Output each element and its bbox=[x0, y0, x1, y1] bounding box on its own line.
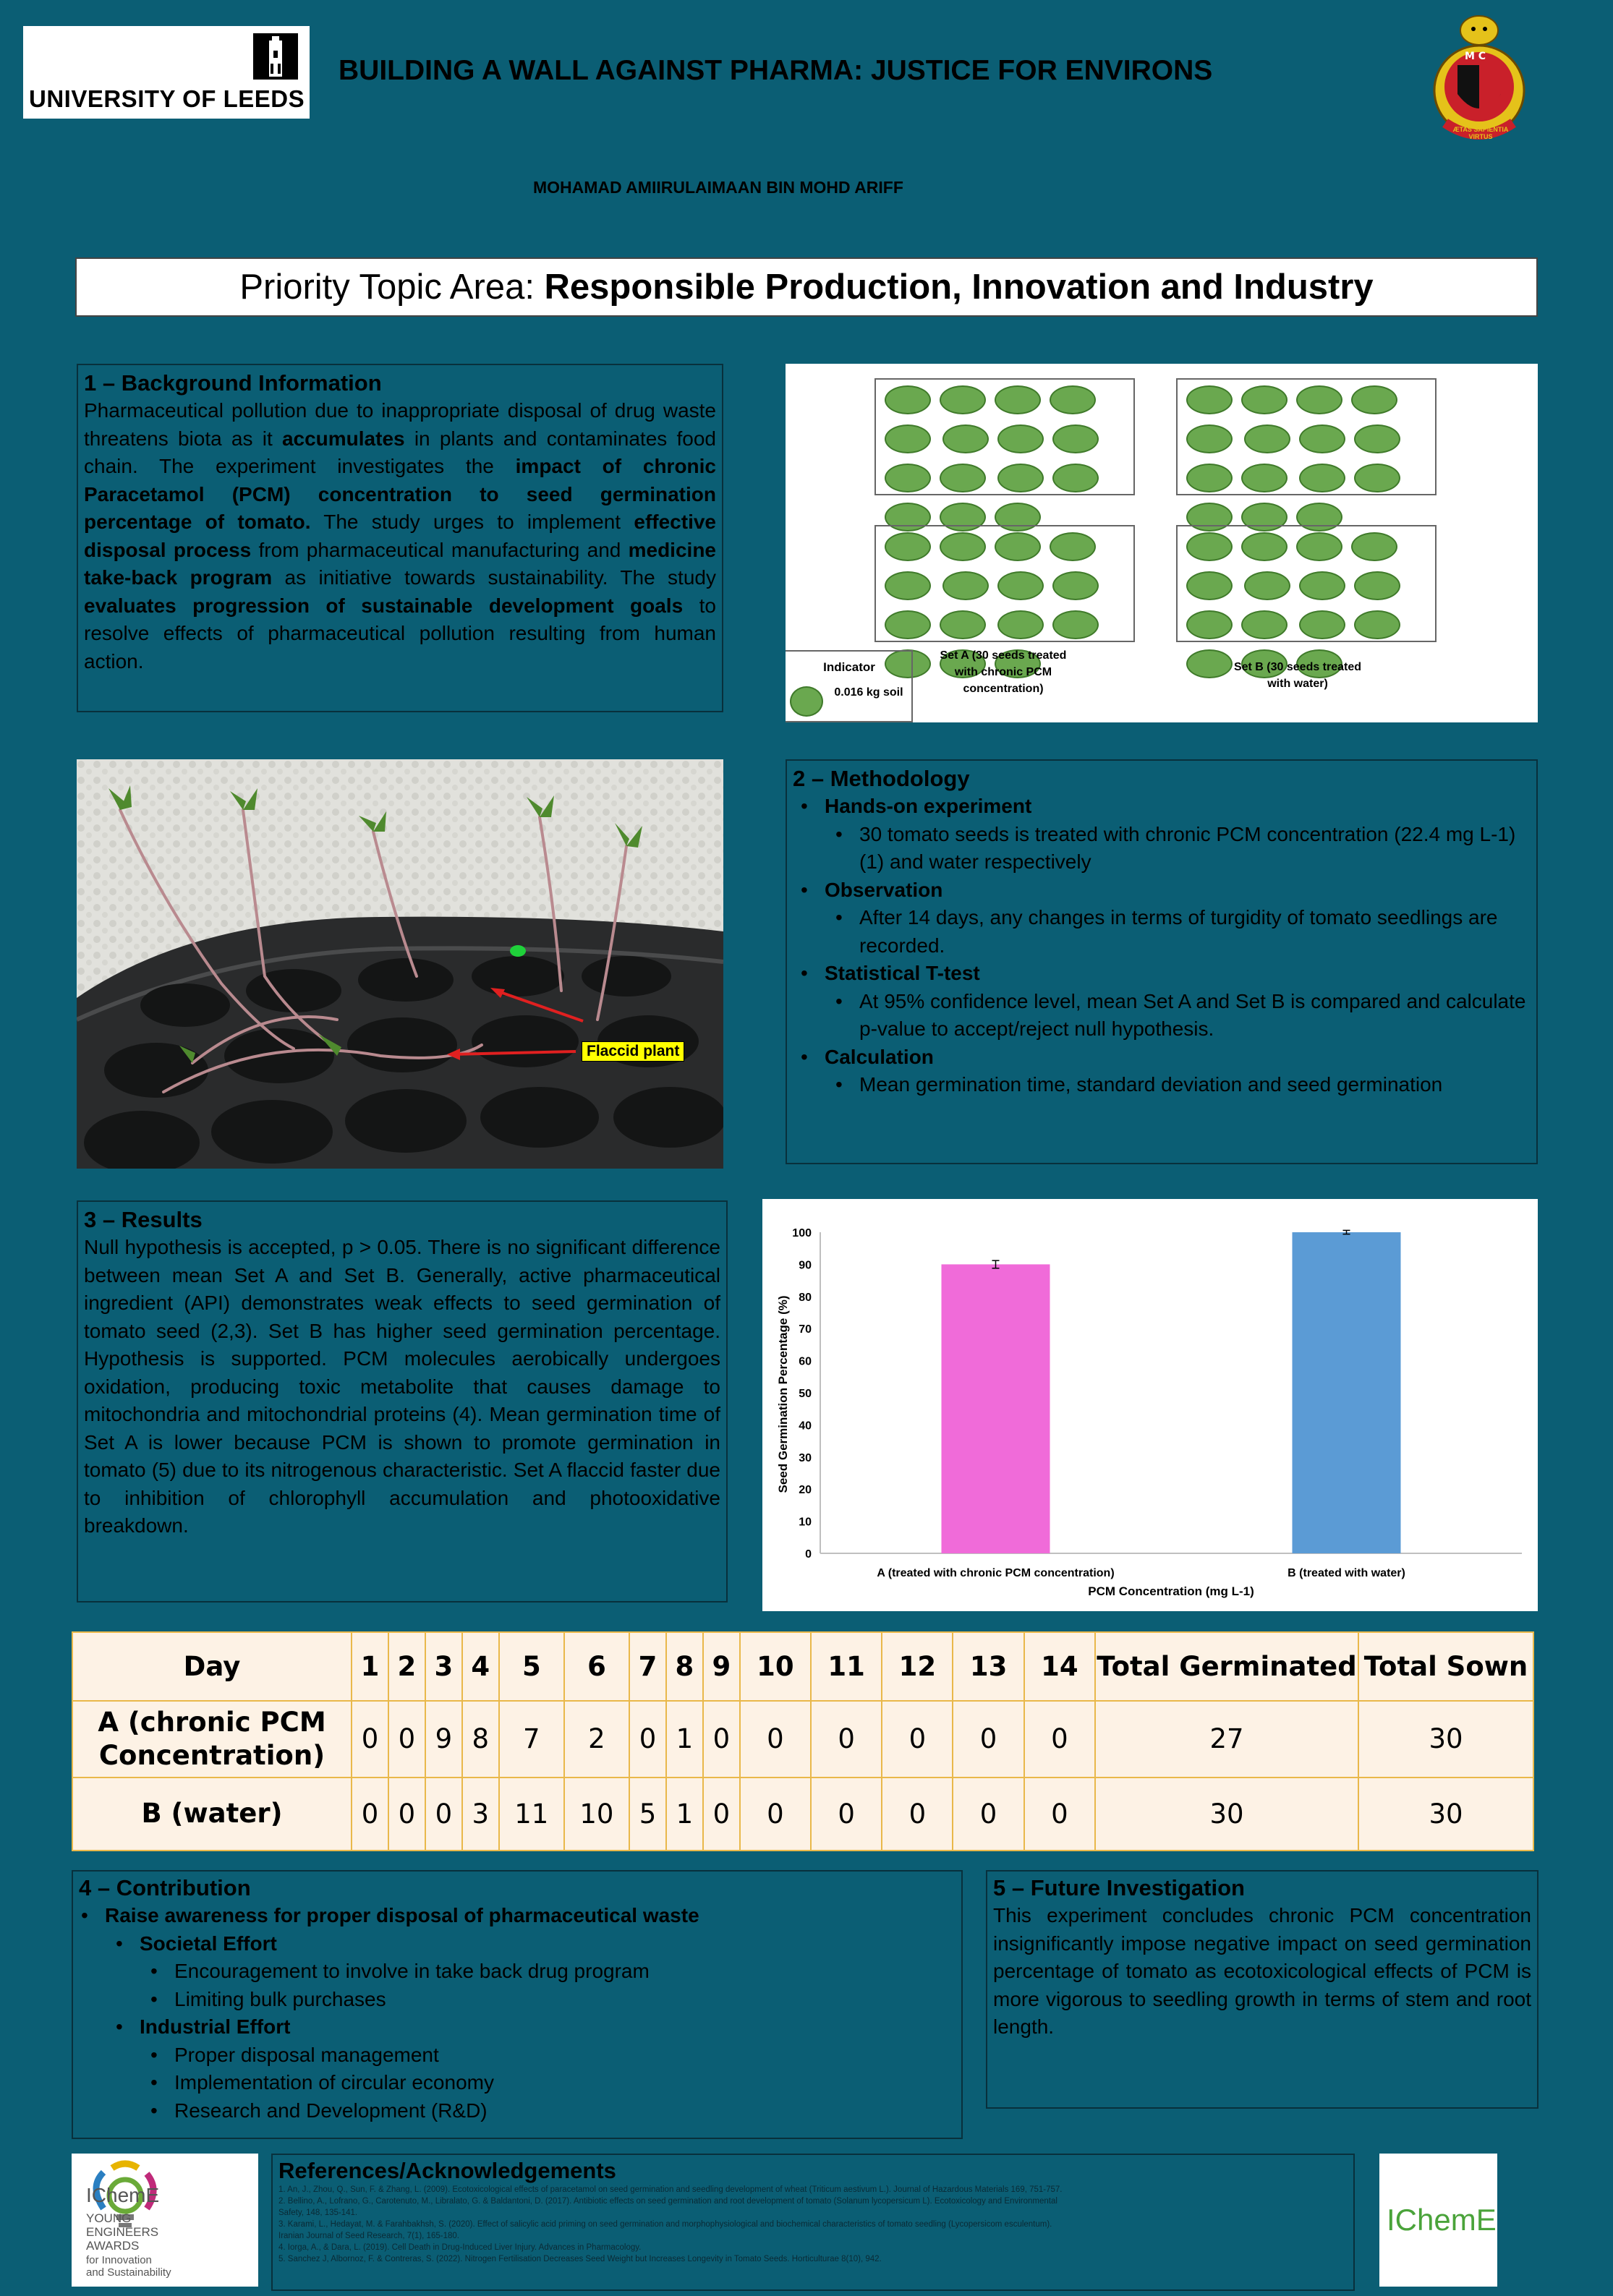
author-name: MOHAMAD AMIIRULAIMAAN BIN MOHD ARIFF bbox=[533, 178, 903, 197]
chart-svg bbox=[762, 1199, 1538, 1611]
table-cell: 0 bbox=[1024, 1701, 1095, 1778]
reference-item: 4. Iorga, A., & Dara, L. (2019). Cell Death in Drug-Induced Liver Injury. Advances in Pharmacology. bbox=[278, 2243, 642, 2252]
table-cell: 30 bbox=[1358, 1701, 1533, 1778]
row-label: A (chronic PCM Concentration) bbox=[72, 1701, 352, 1778]
icheme-logo-text: IChemE bbox=[1387, 2203, 1497, 2237]
bar bbox=[1293, 1232, 1401, 1553]
y-tick-label: 60 bbox=[799, 1355, 812, 1368]
method-detail: • At 95% confidence level, mean Set A and Set B is compared and calculate p-value to accept/reject null hypothesis. bbox=[859, 988, 1531, 1044]
indicator-title: Indicator bbox=[823, 660, 875, 674]
crest-motto: ÆTAS SAPIENTIA VIRTUS bbox=[1452, 126, 1509, 140]
table-cell: 0 bbox=[703, 1778, 740, 1851]
college-crest bbox=[1432, 14, 1526, 145]
flaccid-callout: Flaccid plant bbox=[582, 1041, 684, 1062]
future-heading: 5 – Future Investigation bbox=[993, 1875, 1245, 1900]
table-header-cell: 2 bbox=[388, 1632, 425, 1701]
background-panel bbox=[77, 364, 723, 712]
contribution-group: • Industrial Effort • Proper disposal management • Implementation of circular economy • Research and Development (R&D) bbox=[140, 2013, 956, 2125]
reference-item: Iranian Journal of Seed Research, 7(1), 165-180. bbox=[278, 2232, 459, 2240]
future-text: This experiment concludes chronic PCM concentration insignificantly impose negative impact on seed germination percentage of tomato as ecotoxicological effects of PCM is more vigorous to seedling growth in terms of stem and root length. bbox=[993, 1904, 1531, 2038]
table-header-cell: 13 bbox=[953, 1632, 1023, 1701]
table-header-cell: 4 bbox=[462, 1632, 499, 1701]
method-item: • Calculation • Mean germination time, standard deviation and seed germination bbox=[825, 1044, 1531, 1099]
y-tick-label: 30 bbox=[799, 1451, 812, 1464]
table-header-cell: 3 bbox=[425, 1632, 462, 1701]
reference-item: 5. Sanchez J, Albornoz, F. & Contreras, S. (2022). Nitrogen Fertilisation Decreases Seed Weight but Increases Longevity in Tomato Seeds. Horticulturae 8(10), 942. bbox=[278, 2255, 882, 2263]
contribution-list bbox=[105, 1902, 956, 2125]
table-cell: 11 bbox=[499, 1778, 564, 1851]
table-cell: 27 bbox=[1095, 1701, 1358, 1778]
method-item: • Statistical T-test • At 95% confidence level, mean Set A and Set B is compared and calculate p-value to accept/reject null hypothesis. bbox=[825, 960, 1531, 1044]
table-cell: 30 bbox=[1095, 1778, 1358, 1851]
table-cell: 3 bbox=[462, 1778, 499, 1851]
background-text bbox=[84, 397, 716, 675]
icheme-logo bbox=[1379, 2154, 1497, 2287]
contribution-heading: 4 – Contribution bbox=[79, 1875, 251, 1900]
background-text-run: as initiative towards sustainability. The study bbox=[272, 566, 716, 589]
background-text-run: accumulates bbox=[281, 427, 405, 450]
contribution-panel bbox=[72, 1870, 963, 2139]
references-heading: References/Acknowledgements bbox=[278, 2158, 616, 2183]
contribution-item: • Encouragement to involve in take back drug program bbox=[174, 1958, 956, 1986]
table-cell: 1 bbox=[666, 1778, 703, 1851]
x-tick-label: B (treated with water) bbox=[1288, 1567, 1405, 1579]
y-tick-label: 80 bbox=[799, 1291, 812, 1304]
method-item: • Observation • After 14 days, any changes in terms of turgidity of tomato seedlings are recorded. bbox=[825, 876, 1531, 960]
table-cell: 0 bbox=[703, 1701, 740, 1778]
table-header-cell: 14 bbox=[1024, 1632, 1095, 1701]
results-heading: 3 – Results bbox=[84, 1207, 203, 1232]
tower-icon bbox=[253, 33, 298, 80]
table-cell: 0 bbox=[388, 1701, 425, 1778]
x-tick-label: A (treated with chronic PCM concentration) bbox=[877, 1567, 1115, 1579]
set-b-label: Set B (30 seeds treated with water) bbox=[1233, 661, 1362, 690]
contribution-item: • Research and Development (R&D) bbox=[174, 2097, 956, 2125]
table-cell: 0 bbox=[811, 1701, 882, 1778]
bar bbox=[942, 1264, 1050, 1553]
table-cell: 0 bbox=[953, 1778, 1023, 1851]
results-text: Null hypothesis is accepted, p > 0.05. There is no significant difference between mean Set A and Set B. Generally, active pharmaceutical ingredient (API) demonstrates weak effects to seed germination of tomato seed (2,3). Set B has higher seed germination percentage. Hypothesis is supported. PCM molecules aerobically undergoes oxidation, producing toxic metabolite that causes damage to mitochondria and mitochondrial proteins (4). Mean germination time of Set A is lower because PCM is shown to promote germination in tomato (5) due to its nitrogenous characteristic. Set A flaccid faster due to inhibition of chlorophyll accumulation and photooxidative breakdown. bbox=[84, 1236, 720, 1537]
y-tick-label: 40 bbox=[799, 1420, 812, 1433]
indicator-value: 0.016 kg soil bbox=[834, 686, 903, 699]
germination-table bbox=[72, 1631, 1534, 1851]
method-detail: • 30 tomato seeds is treated with chronic PCM concentration (22.4 mg L-1) (1) and water respectively bbox=[859, 821, 1531, 876]
table-cell: 8 bbox=[462, 1701, 499, 1778]
table-cell: 5 bbox=[629, 1778, 666, 1851]
tray-b-bottom bbox=[1176, 525, 1437, 642]
table-header-cell: Total Sown bbox=[1358, 1632, 1533, 1701]
table-cell: 10 bbox=[564, 1778, 629, 1851]
tray-a-top bbox=[874, 378, 1135, 495]
table-cell: 0 bbox=[882, 1778, 953, 1851]
table-cell: 0 bbox=[1024, 1778, 1095, 1851]
table-cell: 0 bbox=[882, 1701, 953, 1778]
table-cell: 0 bbox=[352, 1778, 388, 1851]
tray-a-bottom bbox=[874, 525, 1135, 642]
reference-item: Safety, 148, 135-141. bbox=[278, 2208, 358, 2217]
set-a-label: Set A (30 seeds treated with chronic PCM concentration) bbox=[940, 649, 1067, 695]
table-header-cell: Total Germinated bbox=[1095, 1632, 1358, 1701]
references-panel bbox=[271, 2154, 1355, 2291]
topic-prefix: Priority Topic Area: bbox=[239, 268, 545, 307]
method-detail: • Mean germination time, standard deviation and seed germination bbox=[859, 1071, 1531, 1099]
awards-line: and Sustainability bbox=[86, 2266, 171, 2279]
crest-letters: M C bbox=[1465, 51, 1486, 62]
topic-bar bbox=[75, 257, 1538, 317]
table-header-cell: 5 bbox=[499, 1632, 564, 1701]
results-panel bbox=[77, 1200, 728, 1602]
awards-line: YOUNG bbox=[86, 2211, 132, 2225]
background-text-run: in plants and contaminates food chain. The experiment investigates the bbox=[84, 427, 716, 477]
y-axis-label: Seed Germination Percentage (%) bbox=[776, 1295, 790, 1493]
awards-line: ENGINEERS bbox=[86, 2225, 159, 2239]
background-text-run: Pharmaceutical pollution due to inappropriate disposal of drug waste threatens biota as it bbox=[84, 399, 716, 450]
reference-item: 1. An, J., Zhou, Q., Sun, F. & Zhang, L. (2009). Ecotoxicological effects of paracetamol on seed germination and seedling development of wheat (Triticum aestivum L.). Journal of Hazardous Materials 169, 751-757. bbox=[278, 2185, 1063, 2194]
y-tick-label: 50 bbox=[799, 1388, 812, 1400]
table-header-cell: 10 bbox=[740, 1632, 811, 1701]
contribution-item: • Proper disposal management bbox=[174, 2041, 956, 2070]
seedling-photo bbox=[77, 759, 723, 1169]
reference-item: 2. Bellino, A., Lofrano, G., Carotenuto, M., Libralato, G. & Baldantoni, D. (2017). Antibiotic effects on seed germination and root development of tomato (Solanum lycopersicum L). Ecotoxicology and Environmental bbox=[278, 2197, 1057, 2206]
setup-diagram bbox=[786, 364, 1538, 722]
table-cell: 2 bbox=[564, 1701, 629, 1778]
methodology-list bbox=[825, 793, 1531, 1099]
awards-brand: IChemE bbox=[86, 2184, 160, 2206]
table-cell: 1 bbox=[666, 1701, 703, 1778]
y-tick-label: 20 bbox=[799, 1484, 812, 1497]
table-cell: 0 bbox=[740, 1701, 811, 1778]
table-cell: 0 bbox=[352, 1701, 388, 1778]
tray-b-top bbox=[1176, 378, 1437, 495]
awards-logo bbox=[72, 2154, 258, 2287]
indicator-box bbox=[786, 650, 913, 722]
reference-item: 3. Karami, L., Hedayat, M. & Farahbakhsh, S. (2020). Effect of salicylic acid priming on seed germination and morphophysiological and biochemical characteristics of tomato seedling (Lycopersicom esculentum). bbox=[278, 2220, 1052, 2229]
y-tick-label: 70 bbox=[799, 1323, 812, 1336]
university-logo bbox=[23, 26, 310, 119]
table-cell: 7 bbox=[499, 1701, 564, 1778]
method-item: • Hands-on experiment • 30 tomato seeds is treated with chronic PCM concentration (22.4 mg L-1) (1) and water respectively bbox=[825, 793, 1531, 876]
background-heading: 1 – Background Information bbox=[84, 370, 382, 396]
table-header-cell: 6 bbox=[564, 1632, 629, 1701]
contribution-item: • Limiting bulk purchases bbox=[174, 1986, 956, 2014]
table-row bbox=[72, 1778, 1533, 1851]
contribution-item: • Implementation of circular economy bbox=[174, 2069, 956, 2097]
table-cell: 0 bbox=[740, 1778, 811, 1851]
background-text-run: from pharmaceutical manufacturing and bbox=[251, 538, 629, 561]
table-header-cell: 9 bbox=[703, 1632, 740, 1701]
method-detail: • After 14 days, any changes in terms of turgidity of tomato seedlings are recorded. bbox=[859, 904, 1531, 960]
germination-chart bbox=[762, 1199, 1538, 1611]
background-text-run: to resolve effects of pharmaceutical pollution resulting from human action. bbox=[84, 594, 716, 673]
table-cell: 9 bbox=[425, 1701, 462, 1778]
table-header-cell: Day bbox=[72, 1632, 352, 1701]
table-header-cell: 1 bbox=[352, 1632, 388, 1701]
awards-line: for Innovation bbox=[86, 2254, 152, 2266]
contribution-group: • Societal Effort • Encouragement to involve in take back drug program • Limiting bulk purchases bbox=[140, 1930, 956, 2014]
table-header-cell: 7 bbox=[629, 1632, 666, 1701]
awards-line: AWARDS bbox=[86, 2239, 140, 2253]
contribution-main: • Raise awareness for proper disposal of pharmaceutical waste • Societal Effort • Encouragement to involve in take back drug program • Limiting bulk purchases • Industrial Effort • Proper disposal management • Implementation of circular economy • Research and Development (R&D) bbox=[105, 1902, 956, 2125]
table-header-cell: 11 bbox=[811, 1632, 882, 1701]
background-text-run: evaluates progression of sustainable development goals bbox=[84, 594, 684, 617]
y-tick-label: 100 bbox=[792, 1227, 812, 1239]
methodology-panel bbox=[786, 759, 1538, 1164]
topic-value: Responsible Production, Innovation and Industry bbox=[544, 268, 1374, 307]
background-text-run: The study urges to implement bbox=[310, 511, 634, 533]
table-header-row bbox=[72, 1632, 1533, 1701]
background-text-run: medicine take-back program bbox=[84, 538, 716, 589]
background-text-run: effective disposal process bbox=[84, 511, 716, 561]
y-tick-label: 90 bbox=[799, 1259, 812, 1272]
university-logo-text: UNIVERSITY OF LEEDS bbox=[29, 85, 305, 112]
table-cell: 0 bbox=[629, 1701, 666, 1778]
row-label: B (water) bbox=[72, 1778, 352, 1851]
table-cell: 0 bbox=[953, 1701, 1023, 1778]
poster-title: BUILDING A WALL AGAINST PHARMA: JUSTICE FOR ENVIRONS bbox=[339, 55, 1213, 86]
y-tick-label: 0 bbox=[805, 1548, 812, 1561]
background-text-run: impact of chronic Paracetamol (PCM) concentration to seed germination percentage of tomato. bbox=[84, 455, 716, 533]
table-row bbox=[72, 1701, 1533, 1778]
table-header-cell: 8 bbox=[666, 1632, 703, 1701]
table-cell: 0 bbox=[425, 1778, 462, 1851]
table-cell: 0 bbox=[388, 1778, 425, 1851]
y-tick-label: 10 bbox=[799, 1516, 812, 1529]
indicator-chip bbox=[790, 686, 823, 717]
x-axis-label: PCM Concentration (mg L-1) bbox=[1088, 1584, 1254, 1598]
table-cell: 0 bbox=[811, 1778, 882, 1851]
table-cell: 30 bbox=[1358, 1778, 1533, 1851]
future-panel bbox=[986, 1870, 1538, 2109]
table-header-cell: 12 bbox=[882, 1632, 953, 1701]
methodology-heading: 2 – Methodology bbox=[793, 766, 970, 791]
